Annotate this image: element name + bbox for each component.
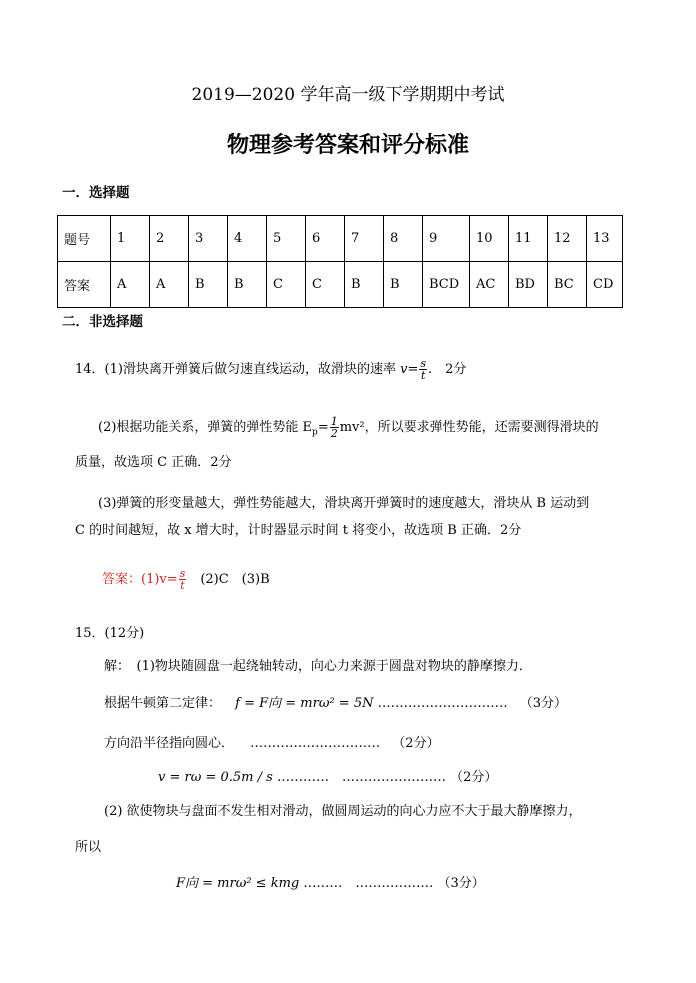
score: （2分）	[392, 736, 440, 751]
fraction-one-half: $\frac{1}{2}$	[330, 415, 338, 440]
table-row-numbers	[58, 216, 623, 262]
main-title: 物理参考答案和评分标准	[226, 133, 469, 158]
dot-leader: ………… ……………………	[276, 770, 446, 785]
answer-cell: A	[111, 262, 150, 308]
formula-velocity: v = rω = 0.5m / s	[158, 770, 273, 785]
formula-friction: f = F向 = mrω² = 5N	[235, 696, 374, 711]
answer-cell: A	[150, 262, 189, 308]
q14-part2-line1: (2)根据功能关系，弹簧的弹性势能 $E_p=$ $\frac{1}{2}$ mv²，所以要求弹性势能，还需要测得滑块的	[98, 415, 599, 440]
answer-cell: B	[228, 262, 267, 308]
question-number: 10	[470, 216, 509, 262]
question-number: 12	[548, 216, 587, 262]
question-number: 2	[150, 216, 189, 262]
answer-table	[57, 215, 623, 308]
question-number: 11	[509, 216, 548, 262]
question-number: 9	[423, 216, 470, 262]
score: （3分）	[519, 696, 568, 711]
score: （2分）	[450, 770, 498, 785]
row-label-answer: 答案	[58, 262, 111, 308]
score: （3分）	[437, 876, 485, 891]
formula-inequality: F向 = mrω² ≤ kmg	[176, 876, 300, 891]
answer-cell: C	[267, 262, 306, 308]
q15-line6: 所以	[75, 840, 102, 855]
question-number: 1	[111, 216, 150, 262]
answer-cell: CD	[587, 262, 623, 308]
dot-leader: …………………………	[377, 696, 508, 711]
question-number: 6	[306, 216, 345, 262]
q15-heading: 15．(12分)	[75, 626, 145, 641]
question-number: 3	[189, 216, 228, 262]
answer-cell: BD	[509, 262, 548, 308]
q15-line3: 方向沿半径指向圆心． ………………………… （2分）	[104, 736, 440, 751]
q15-line5: (2) 欲使物块与盘面不发生相对滑动，做圆周运动的向心力应不大于最大静摩擦力，	[104, 804, 582, 819]
fraction-s-over-t: $\frac{s}{t}$	[420, 357, 427, 382]
q14-part2-line2: 质量，故选项 C 正确．2分	[75, 455, 232, 470]
question-number: 13	[587, 216, 623, 262]
q15-line7	[176, 872, 485, 891]
question-number: 7	[345, 216, 384, 262]
question-number: 4	[228, 216, 267, 262]
dot-leader: ……… ………………	[303, 876, 434, 891]
dot-leader: …………………………	[250, 736, 381, 751]
answer-cell: B	[189, 262, 228, 308]
section2-heading: 二．非选择题	[62, 314, 143, 330]
q15-line1: 解： (1)物块随圆盘一起绕轴转动，向心力来源于圆盘对物块的静摩擦力．	[104, 659, 532, 674]
answer-cell: BCD	[423, 262, 470, 308]
answer-cell: AC	[470, 262, 509, 308]
row-label-number: 题号	[58, 216, 111, 262]
q14-part1: 14．(1)滑块离开弹簧后做匀速直线运动，故滑块的速率 v= $\frac{s}{t}$ . 2分	[75, 357, 467, 382]
answer-cell: B	[345, 262, 384, 308]
q14-answer: 答案：(1)v= $\frac{s}{t}$ (2)C (3)B	[102, 567, 270, 592]
question-number: 5	[267, 216, 306, 262]
question-number: 8	[384, 216, 423, 262]
q14-part3-line2: C 的时间越短，故 x 增大时，计时器显示时间 t 将变小，故选项 B 正确．2分	[75, 523, 522, 538]
answer-cell: B	[384, 262, 423, 308]
answer-cell: C	[306, 262, 345, 308]
answer-cell: BC	[548, 262, 587, 308]
table-row-answers	[58, 262, 623, 308]
exam-title: 2019—2020 学年高一级下学期期中考试	[191, 85, 505, 105]
q15-line2: 根据牛顿第二定律： f = F向 = mrω² = 5N ………………………… （3分）	[104, 696, 568, 711]
q14-part3-line1: (3)弹簧的形变量越大，弹性势能越大，滑块离开弹簧时的速度越大，滑块从 B 运动到	[98, 496, 590, 511]
section1-heading: 一．选择题	[62, 185, 130, 201]
fraction-s-over-t: $\frac{s}{t}$	[179, 567, 186, 592]
q15-line4	[158, 766, 497, 785]
